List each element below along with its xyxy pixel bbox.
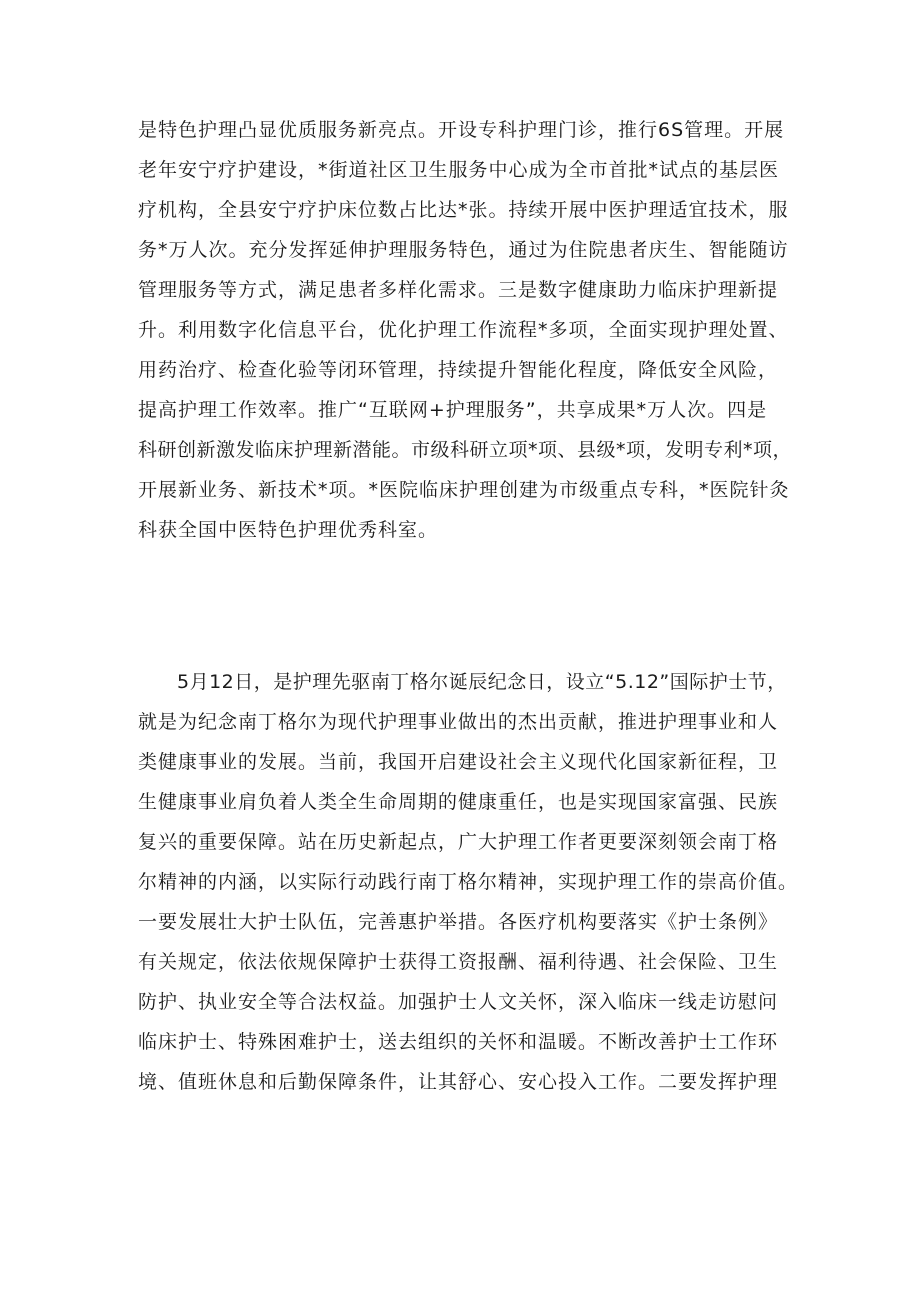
- text-line: 类健康事业的发展。当前，我国开启建设社会主义现代化国家新征程，卫: [138, 751, 779, 773]
- text-line: 提高护理工作效率。推广“互联网+护理服务”，共享成果*万人次。四是: [138, 399, 768, 421]
- text-line: 有关规定，依法依规保障护士获得工资报酬、福利待遇、社会保险、卫生: [138, 951, 779, 973]
- text-line: 复兴的重要保障。站在历史新起点，广大护理工作者更要深刻领会南丁格: [138, 831, 779, 853]
- text-line: 用药治疗、检查化验等闭环管理，持续提升智能化程度，降低安全风险，: [138, 359, 779, 381]
- text-line: 5月12日，是护理先驱南丁格尔诞辰纪念日，设立“5.12”国际护士节，: [138, 671, 787, 693]
- text-line: 开展新业务、新技术*项。*医院临床护理创建为市级重点专科，*医院针灸: [138, 479, 790, 501]
- text-line: 就是为纪念南丁格尔为现代护理事业做出的杰出贡献，推进护理事业和人: [138, 711, 779, 733]
- text-line: 科获全国中医特色护理优秀科室。: [138, 519, 439, 541]
- text-line: 科研创新激发临床护理新潜能。市级科研立项*项、县级*项，发明专利*项，: [138, 439, 793, 461]
- text-line: 疗机构，全县安宁疗护床位数占比达*张。持续开展中医护理适宜技术，服: [138, 199, 789, 221]
- text-line: 管理服务等方式，满足患者多样化需求。三是数字健康助力临床护理新提: [138, 279, 779, 301]
- paragraph-2: [138, 662, 798, 1102]
- text-line: 是特色护理凸显优质服务新亮点。开设专科护理门诊，推行6S管理。开展: [138, 119, 785, 141]
- text-line: 境、值班休息和后勤保障条件，让其舒心、安心投入工作。二要发挥护理: [138, 1071, 779, 1093]
- text-line: 尔精神的内涵，以实际行动践行南丁格尔精神，实现护理工作的崇高价值。: [138, 871, 799, 893]
- text-line: 生健康事业肩负着人类全生命周期的健康重任，也是实现国家富强、民族: [138, 791, 779, 813]
- text-line: 临床护士、特殊困难护士，送去组织的关怀和温暖。不断改善护士工作环: [138, 1031, 779, 1053]
- text-line: 升。利用数字化信息平台，优化护理工作流程*多项，全面实现护理处置、: [138, 319, 789, 341]
- text-line: 防护、执业安全等合法权益。加强护士人文关怀，深入临床一线走访慰问: [138, 991, 779, 1013]
- text-line: 老年安宁疗护建设，*街道社区卫生服务中心成为全市首批*试点的基层医: [138, 159, 780, 181]
- text-line: 一要发展壮大护士队伍，完善惠护举措。各医疗机构要落实《护士条例》: [138, 911, 779, 933]
- text-line: 务*万人次。充分发挥延伸护理服务特色，通过为住院患者庆生、智能随访: [138, 239, 789, 261]
- paragraph-1: [138, 110, 798, 550]
